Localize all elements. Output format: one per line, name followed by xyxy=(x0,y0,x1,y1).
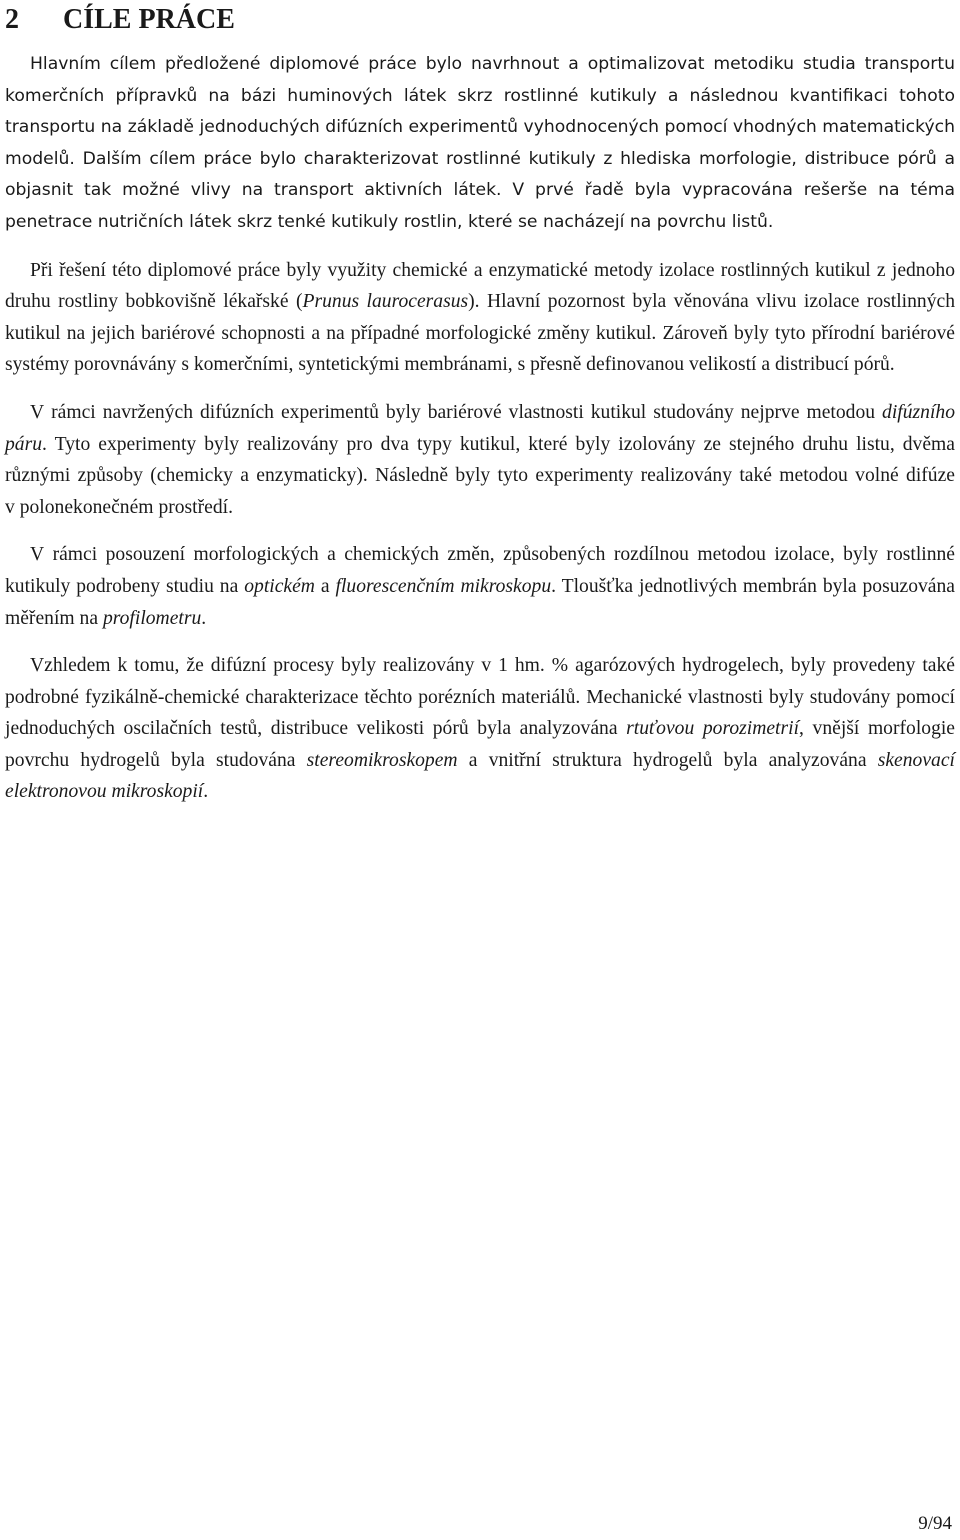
text-run: . xyxy=(203,781,209,803)
text-run: . Tloušťka jednotlivých membrán byla posuzována měřením na xyxy=(5,575,955,629)
italic-term: rtuťovou porozimetrií xyxy=(626,718,800,740)
text-run: Při řešení této diplomové práce byly využity chemické a enzymatické metody izolace rostlinných kutikul z jednoho druhu rostliny bobkovišně lékařské ( xyxy=(5,259,955,313)
paragraph-diffusion xyxy=(5,397,955,523)
italic-term: stereomikroskopem xyxy=(306,749,458,771)
text-run: . Tyto experimenty byly realizovány pro dva typy kutikul, které byly izolovány ze stejného druhu listu, dvěma různými způsoby (chemicky a enzymaticky). Následně byly tyto experimenty realizovány také metodou volné difúze v polonekonečném prostředí. xyxy=(5,433,955,518)
text-run: a xyxy=(314,575,336,597)
chapter-number: 2 xyxy=(5,4,19,35)
document-page xyxy=(5,0,955,824)
page-number: 9/94 xyxy=(918,1513,952,1534)
chapter-title: CÍLE PRÁCE xyxy=(63,4,235,35)
paragraph-morphology xyxy=(5,539,955,634)
paragraph-goals xyxy=(5,49,955,239)
body-text xyxy=(5,49,955,808)
text-run: V rámci navržených difúzních experimentů byly bariérové vlastnosti kutikul studovány nejprve metodou xyxy=(30,401,883,423)
text-run: Hlavním cílem předložené diplomové práce bylo navrhnout a optimalizovat metodiku studia transportu komerčních přípravků na bázi huminových látek skrz rostlinné kutikuly a následnou kvantifikaci tohoto transportu na základě jednoduchých difúzních experimentů vyhodnocených pomocí vhodných matematických modelů. Dalším cílem práce bylo charakterizovat rostlinné kutikuly z hlediska morfologie, distribuce pórů a objasnit tak možné vlivy na transport aktivních látek. V prvé řadě byla vypracována rešerše na téma penetrace nutričních látek skrz tenké kutikuly rostlin, které se nacházejí na povrchu listů. xyxy=(5,54,955,232)
text-run: . xyxy=(201,607,207,629)
italic-term: difúzního páru xyxy=(5,401,955,455)
paragraph-methods xyxy=(5,255,955,381)
text-run: ). Hlavní pozornost byla věnována vlivu izolace rostlinných kutikul na jejich bariérové schopnosti a na případné morfologické změny kutikul. Zároveň byly tyto přírodní bariérové systémy porovnávány s komerčními, syntetickými membránami, s přesně definovanou velikostí a distribucí pórů. xyxy=(5,291,955,376)
italic-term: fluorescenčním mikroskopu xyxy=(335,575,552,597)
text-run: V rámci posouzení morfologických a chemických změn, způsobených rozdílnou metodou izolace, byly rostlinné kutikuly podrobeny studiu na xyxy=(5,544,955,597)
text-run: , vnější morfologie povrchu hydrogelů byla studována xyxy=(5,718,956,771)
paragraph-hydrogels xyxy=(5,650,955,808)
chapter-heading xyxy=(5,0,955,38)
italic-term: optickém xyxy=(244,575,315,597)
text-run: Vzhledem k tomu, že difúzní procesy byly realizovány v 1 hm. % agarózových hydrogelech, byly provedeny také podrobné fyzikálně-chemické charakterizace těchto porézních materiálů. Mechanické vlastnosti byly studovány pomocí jednoduchých oscilačních testů, distribuce velikosti pórů byla analyzována xyxy=(5,655,955,740)
italic-term: profilometru xyxy=(102,607,202,629)
italic-term: Prunus laurocerasus xyxy=(302,291,469,313)
italic-term: skenovací elektronovou mikroskopií xyxy=(5,749,955,803)
text-run: a vnitřní struktura hydrogelů byla analyzována xyxy=(457,749,878,771)
